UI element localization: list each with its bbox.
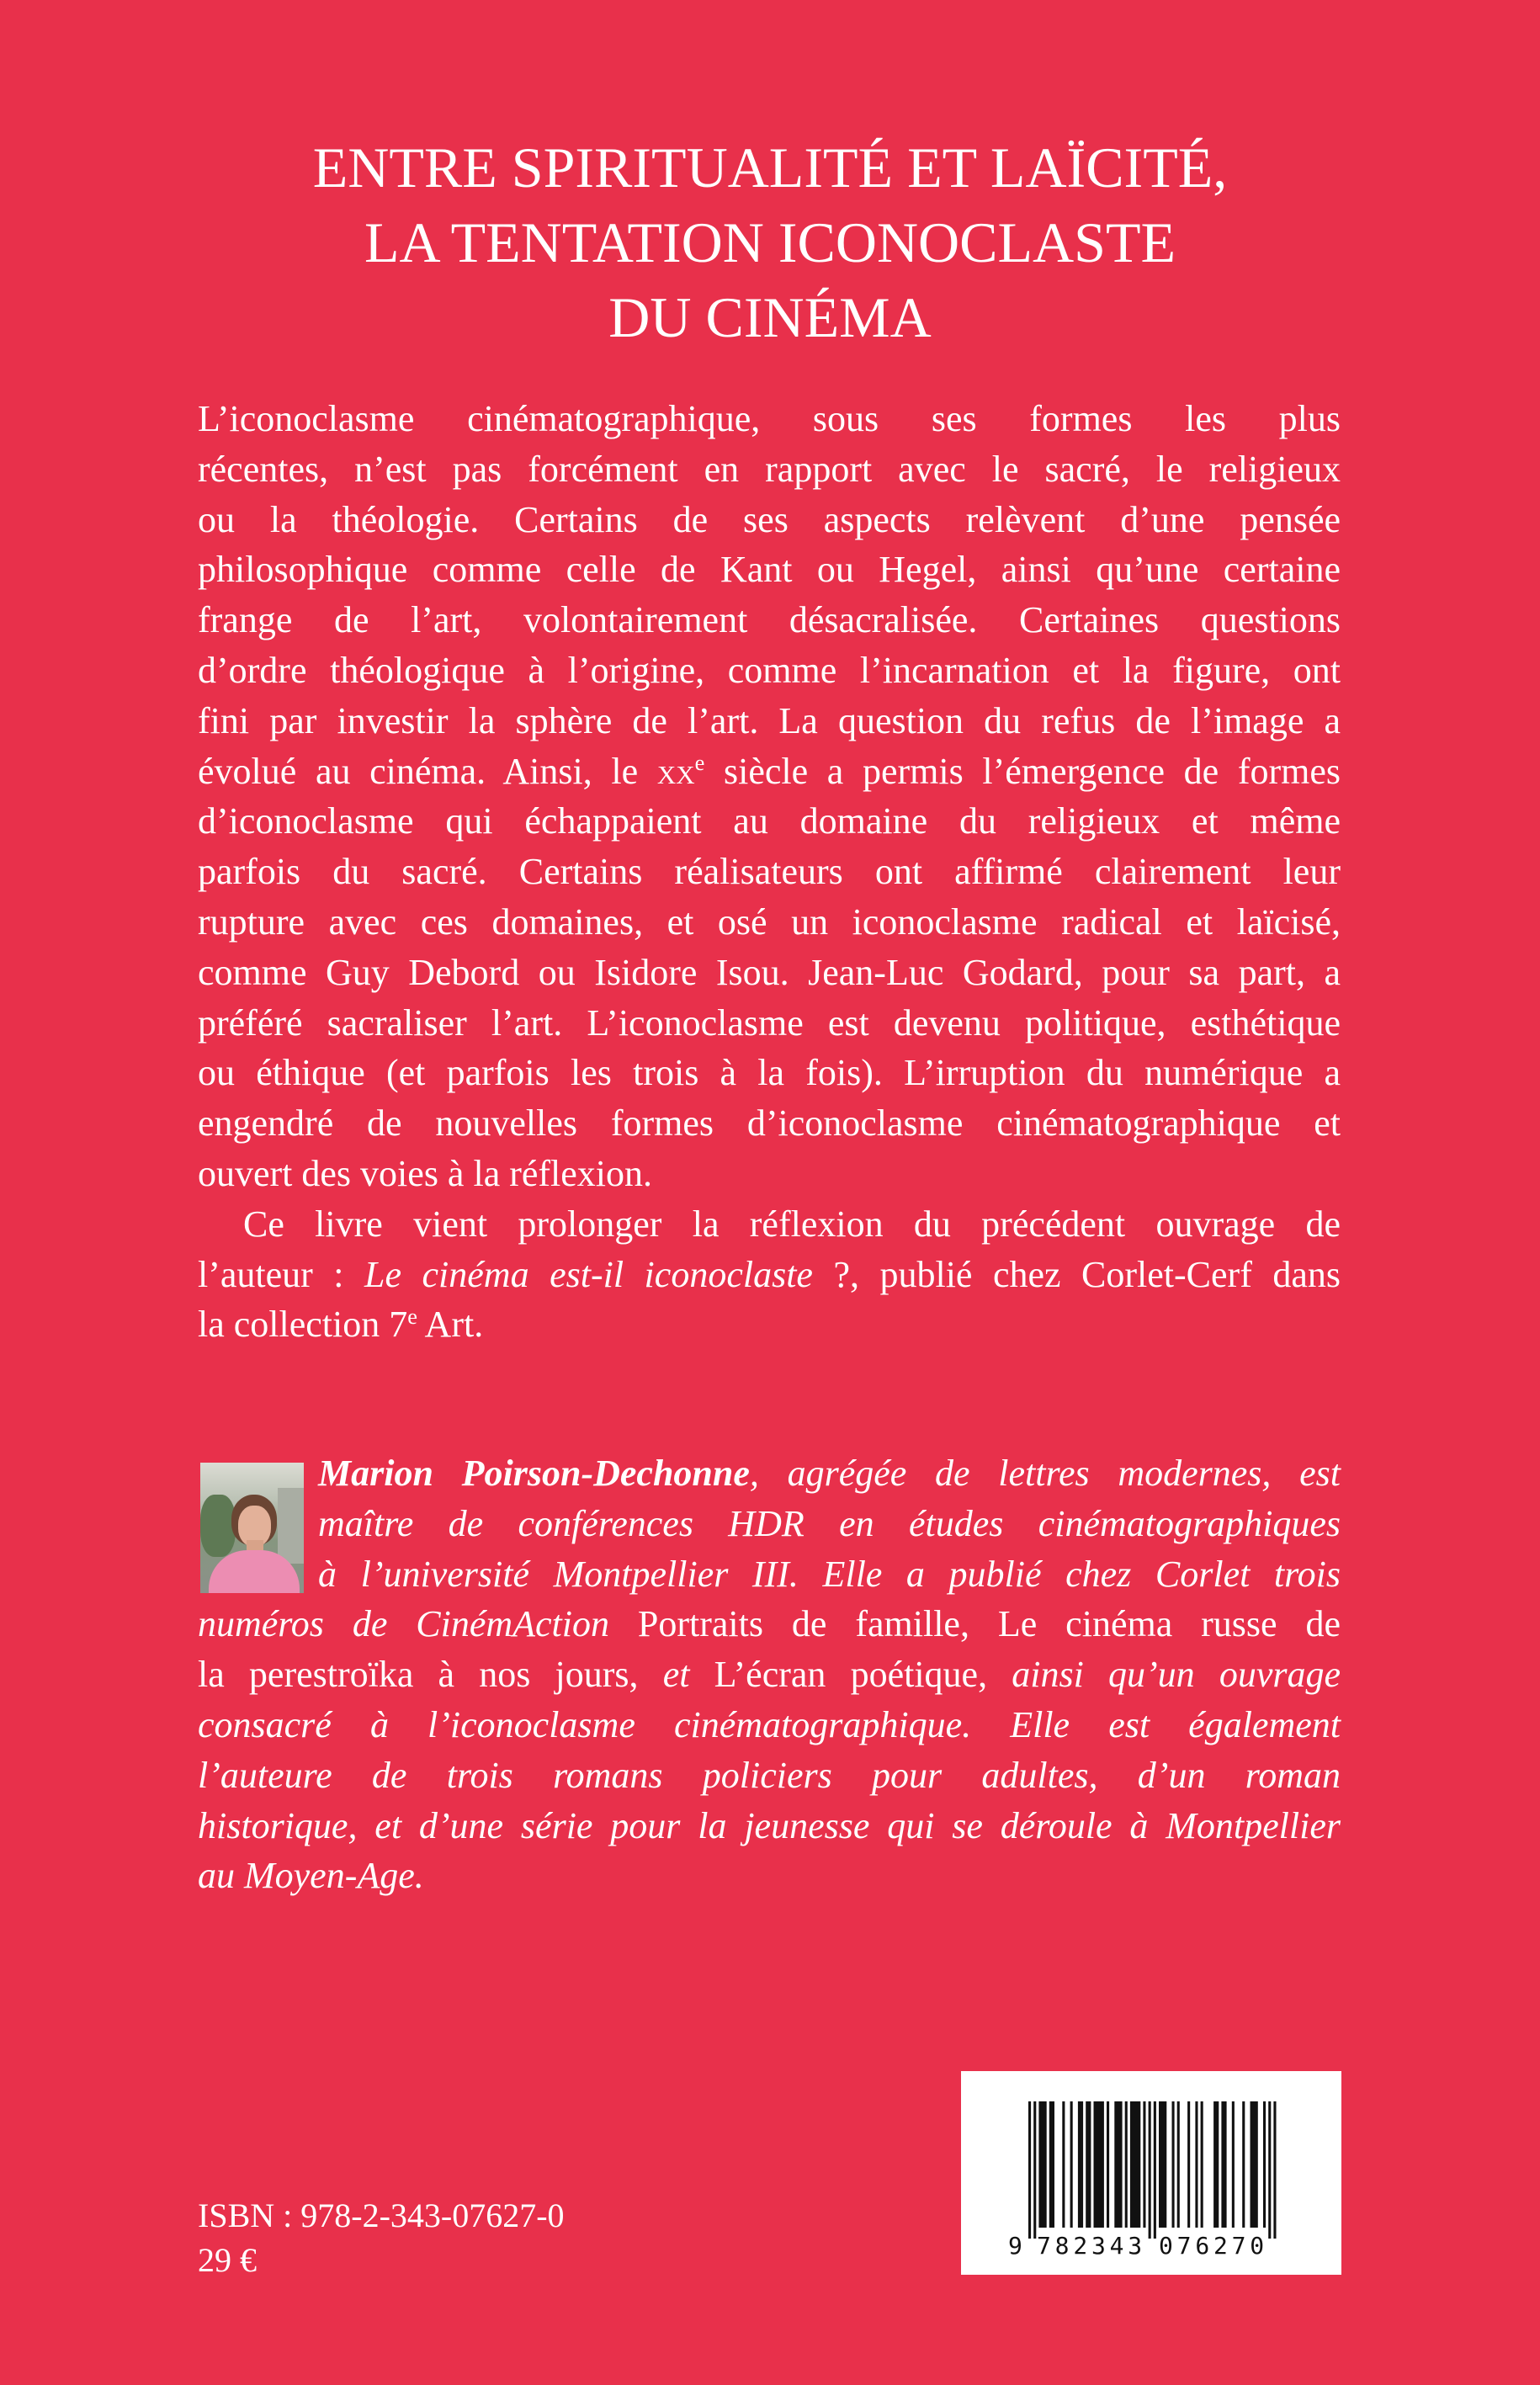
- barcode-bars: [1028, 2101, 1277, 2239]
- barcode-bar: [1273, 2101, 1276, 2239]
- title-line: DU CINÉMA: [608, 285, 932, 349]
- text-run: numéros de CinémAction: [198, 1603, 609, 1645]
- barcode-bar: [1094, 2101, 1104, 2228]
- barcode-bar: [1177, 2101, 1180, 2228]
- summary-paragraph-1: [198, 394, 1341, 1199]
- bio-line: à l’université Montpellier III. Elle a publié chez Corlet trois: [318, 1553, 1341, 1595]
- barcode-bar: [1221, 2101, 1226, 2228]
- barcode-bar: [1028, 2101, 1031, 2239]
- bio-line: au Moyen-Age.: [198, 1855, 424, 1897]
- summary-line: Ce livre vient prolonger la réflexion du précédent ouvrage de: [243, 1203, 1341, 1245]
- barcode-bar: [1213, 2101, 1219, 2228]
- superscript: e: [407, 1303, 417, 1329]
- bio-line: historique, et d’une série pour la jeunesse qui se déroule à Montpellier: [198, 1804, 1341, 1846]
- barcode-bar: [1114, 2101, 1122, 2228]
- summary-line: [198, 746, 1341, 797]
- summary-line: ou éthique (et parfois les trois à la fois). L’irruption du numérique a: [198, 1052, 1341, 1094]
- barcode-bar: [1130, 2101, 1140, 2228]
- text-run: et: [638, 1654, 714, 1696]
- summary-line: engendré de nouvelles formes d’iconoclasme cinématographique et: [198, 1102, 1341, 1145]
- summary-paragraph-2: [198, 1199, 1341, 1350]
- text-run: la collection 7: [198, 1304, 408, 1346]
- summary-line: [198, 1250, 1341, 1300]
- title-line: ENTRE SPIRITUALITÉ ET LAÏCITÉ,: [312, 135, 1228, 199]
- barcode-right-digits: 076270: [1159, 2232, 1268, 2260]
- text-run: , agrégée de lettres modernes, est: [749, 1453, 1341, 1494]
- barcode-bar: [1242, 2101, 1245, 2228]
- bio-line: consacré à l’iconoclasme cinématographique. Elle est également: [198, 1703, 1341, 1745]
- barcode-bar: [1201, 2101, 1203, 2228]
- text-run: ainsi qu’un ouvrage: [987, 1654, 1341, 1696]
- summary-line: préféré sacraliser l’art. L’iconoclasme est devenu politique, esthétique: [198, 1001, 1341, 1044]
- title-line: LA TENTATION ICONOCLASTE: [364, 210, 1176, 274]
- summary-line: fini par investir la sphère de l’art. La question du refus de l’image a: [198, 699, 1341, 741]
- author-name: Marion Poirson-Dechonne: [318, 1453, 750, 1494]
- barcode-bar: [1268, 2101, 1271, 2239]
- summary-line: rupture avec ces domaines, et osé un iconoclasme radical et laïcisé,: [198, 900, 1341, 943]
- summary-line: L’iconoclasme cinématographique, sous ses formes les plus: [198, 398, 1341, 439]
- barcode-bar: [1125, 2101, 1128, 2228]
- summary-line: frange de l’art, volontairement désacralisée. Certaines questions: [198, 599, 1341, 641]
- barcode-bar: [1159, 2101, 1166, 2228]
- book-titles: L’écran poétique,: [714, 1654, 988, 1696]
- barcode-bar: [1143, 2101, 1145, 2228]
- barcode-bar: [1033, 2101, 1036, 2239]
- bio-line: maître de conférences HDR en études cinématographiques: [318, 1502, 1341, 1544]
- barcode-bar: [1263, 2101, 1266, 2228]
- barcode-bar: [1038, 2101, 1046, 2228]
- summary-line: d’ordre théologique à l’origine, comme l’incarnation et la figure, ont: [198, 649, 1341, 691]
- barcode-bar: [1187, 2101, 1190, 2228]
- barcode-bar: [1062, 2101, 1065, 2228]
- barcode-bar: [1070, 2101, 1073, 2228]
- isbn: ISBN : 978-2-343-07627-0: [198, 2196, 565, 2234]
- previous-book-title: Le cinéma est-il iconoclaste: [364, 1253, 813, 1295]
- summary-line: comme Guy Debord ou Isidore Isou. Jean-Luc Godard, pour sa part, a: [198, 951, 1341, 993]
- barcode-bar: [1251, 2101, 1258, 2228]
- bio-line: [318, 1448, 1341, 1499]
- text-run: évolué au cinéma. Ainsi, le: [198, 750, 657, 792]
- book-titles: la perestroïka à nos jours,: [198, 1654, 639, 1696]
- summary-line: parfois du sacré. Certains réalisateurs ont affirmé clairement leur: [198, 851, 1341, 893]
- summary-line: ouvert des voies à la réflexion.: [198, 1152, 653, 1194]
- author-bio: [198, 1448, 1341, 1901]
- book-titles: Portraits de famille, Le cinéma russe de: [609, 1603, 1341, 1645]
- summary-line: récentes, n’est pas forcément en rapport avec le sacré, le religieux: [198, 448, 1341, 490]
- barcode-bar: [1154, 2101, 1156, 2239]
- bio-line: [198, 1599, 1341, 1649]
- barcode-bar: [1049, 2101, 1054, 2228]
- text-run: ?, publié chez Corlet-Cerf dans: [812, 1253, 1341, 1295]
- barcode-bar: [1149, 2101, 1151, 2239]
- text-run: siècle a permis l’émergence de formes: [704, 750, 1341, 792]
- summary-line: d’iconoclasme qui échappaient au domaine du religieux et même: [198, 800, 1341, 842]
- bio-line: l’auteure de trois romans policiers pour adultes, d’un roman: [198, 1754, 1341, 1796]
- barcode-bar: [1172, 2101, 1175, 2228]
- text-run: Art.: [417, 1304, 484, 1346]
- barcode: [961, 2071, 1341, 2275]
- barcode-bar: [1195, 2101, 1197, 2228]
- superscript: e: [694, 749, 705, 775]
- century-numeral: xx: [656, 750, 695, 792]
- summary-line: philosophique comme celle de Kant ou Hegel, ainsi qu’une certaine: [198, 549, 1341, 591]
- barcode-lead-digit: 9: [1008, 2232, 1022, 2260]
- summary-line: ou la théologie. Certains de ses aspects relèvent d’une pensée: [198, 498, 1341, 540]
- text-run: l’auteur :: [198, 1253, 365, 1295]
- book-title: [0, 130, 1540, 355]
- summary-line: [198, 1299, 1341, 1350]
- barcode-bar: [1078, 2101, 1083, 2228]
- summary-text: [198, 394, 1341, 1350]
- barcode-bar: [1086, 2101, 1091, 2228]
- barcode-left-digits: 782343: [1037, 2232, 1146, 2260]
- bio-line: [198, 1649, 1341, 1700]
- price: 29 €: [198, 2241, 257, 2279]
- barcode-bar: [1107, 2101, 1109, 2228]
- barcode-bar: [1232, 2101, 1235, 2228]
